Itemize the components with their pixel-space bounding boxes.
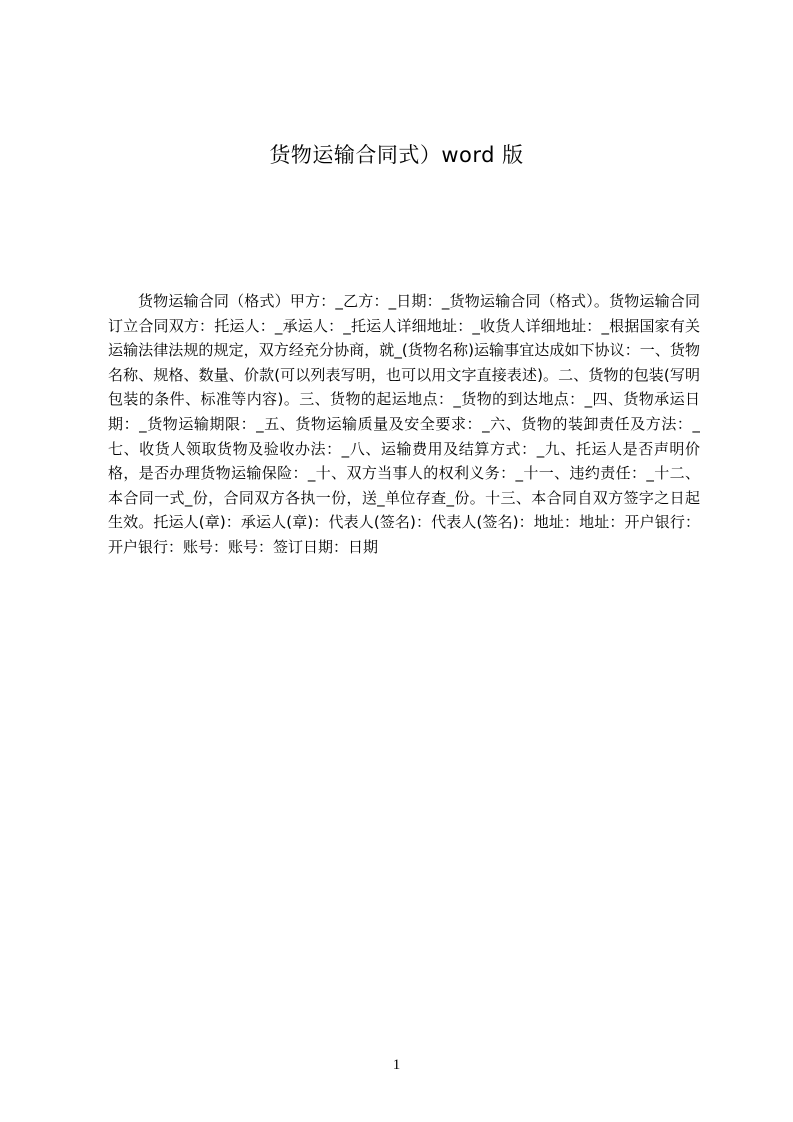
page-number: 1 — [392, 1057, 401, 1073]
document-title: 货物运输合同式）word 版 — [269, 143, 524, 167]
document-body-paragraph: 货物运输合同（格式）甲方：_乙方：_日期：_货物运输合同（格式）。货物运输合同订立合同双方：托运人：_承运人：_托运人详细地址：_收货人详细地址：_根据国家有关运输法律法规的规定，双方经充分协商，就_(货物名称)运输事宜达成如下协议：一、货物名称、规格、数量、价款(可以列表写明，也可以用文字直接表述)。二、货物的包装(写明包装的条件、标准等内容)。三、货物的起运地点：_货物的到达地点：_四、货物承运日期：_货物运输期限：_五、货物运输质量及安全要求：_六、货物的装卸责任及方法：_七、收货人领取货物及验收办法：_八、运输费用及结算方式：_九、托运人是否声明价格，是否办理货物运输保险：_十、双方当事人的权利义务：_十一、违约责任：_十二、本合同一式_份，合同双方各执一份，送_单位存查_份。十三、本合同自双方签字之日起生效。托运人(章)：承运人(章)：代表人(签名)：代表人(签名)：地址：地址：开户银行：开户银行：账号：账号：签订日期：日期 — [108, 292, 700, 556]
